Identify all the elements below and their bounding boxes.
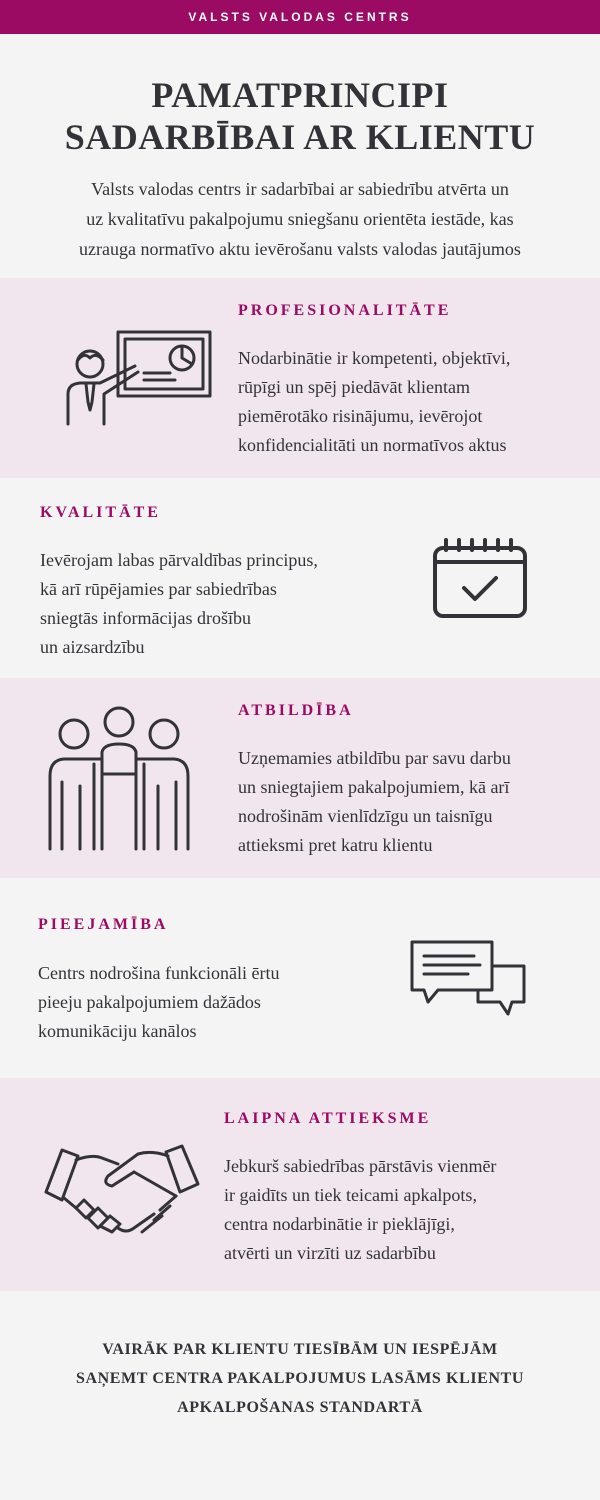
brand-label: VALSTS VALODAS CENTRS [188, 10, 412, 24]
page-title-line: SADARBĪBAI AR KLIENTU [64, 117, 536, 157]
intro-line: uz kvalitatīvu pakalpojumu sniegšanu orientēta iestāde, kas [86, 209, 514, 229]
text-line: kā arī rūpējamies par sabiedrības [40, 579, 277, 599]
page-header [0, 34, 600, 278]
section-text [238, 344, 510, 460]
text-line: piemērotāko risinājumu, ievērojot [238, 406, 483, 426]
chat-bubbles-icon [408, 938, 528, 1022]
section-heading: ATBILDĪBA [238, 702, 354, 719]
section-text [224, 1152, 496, 1268]
section-pieejamiba [0, 878, 600, 1078]
footer-note [40, 1335, 560, 1422]
section-heading: LAIPNA ATTIEKSME [224, 1110, 432, 1127]
text-line: pieeju pakalpojumiem dažādos [38, 992, 261, 1012]
page-title-line: PAMATPRINCIPI [151, 75, 449, 115]
intro-line: Valsts valodas centrs ir sadarbībai ar sabiedrību atvērta un [91, 179, 509, 199]
intro-text [40, 174, 560, 264]
text-line: Nodarbinātie ir kompetenti, objektīvi, [238, 348, 511, 368]
page-title [0, 74, 600, 158]
text-line: Uzņemamies atbildību par savu darbu [238, 748, 511, 768]
text-line: attieksmi pret katru klientu [238, 835, 433, 855]
section-kvalitate [0, 478, 600, 678]
text-line: sniegtās informācijas drošību [40, 608, 251, 628]
text-line: rūpīgi un spēj piedāvāt klientam [238, 377, 470, 397]
presenter-icon [60, 328, 215, 428]
team-icon [44, 704, 194, 854]
section-text [238, 744, 511, 860]
section-heading: PROFESIONALITĀTE [238, 302, 452, 319]
top-banner [0, 0, 600, 34]
text-line: un sniegtajiem pakalpojumiem, kā arī [238, 777, 510, 797]
section-heading: PIEEJAMĪBA [38, 916, 169, 933]
text-line: un aizsardzību [40, 637, 145, 657]
handshake-icon [42, 1144, 202, 1236]
footer-line: SAŅEMT CENTRA PAKALPOJUMUS LASĀMS KLIENTU [75, 1370, 525, 1387]
text-line: nodrošinām vienlīdzīgu un taisnīgu [238, 806, 493, 826]
text-line: centra nodarbinātie ir pieklājīgi, [224, 1214, 455, 1234]
intro-line: uzrauga normatīvo aktu ievērošanu valsts valodas jautājumos [79, 239, 521, 259]
section-laipna-attieksme [0, 1078, 600, 1291]
text-line: Jebkurš sabiedrības pārstāvis vienmēr [224, 1156, 497, 1176]
section-text [38, 959, 279, 1046]
text-line: ir gaidīts un tiek teicami apkalpots, [224, 1185, 477, 1205]
footer-line: APKALPOŠANAS STANDARTĀ [177, 1399, 423, 1416]
text-line: Ievērojam labas pārvaldības principus, [40, 550, 318, 570]
section-profesionalitate [0, 278, 600, 478]
footer-line: VAIRĀK PAR KLIENTU TIESĪBĀM UN IESPĒJĀM [102, 1341, 498, 1358]
text-line: konfidencialitāti un normatīvos aktus [238, 435, 507, 455]
calendar-check-icon [430, 536, 530, 620]
section-text [40, 546, 318, 662]
text-line: komunikāciju kanālos [38, 1021, 197, 1041]
text-line: atvērti un virzīti uz sadarbību [224, 1243, 436, 1263]
section-heading: KVALITĀTE [40, 504, 161, 521]
text-line: Centrs nodrošina funkcionāli ērtu [38, 963, 280, 983]
section-atbildiba [0, 678, 600, 878]
